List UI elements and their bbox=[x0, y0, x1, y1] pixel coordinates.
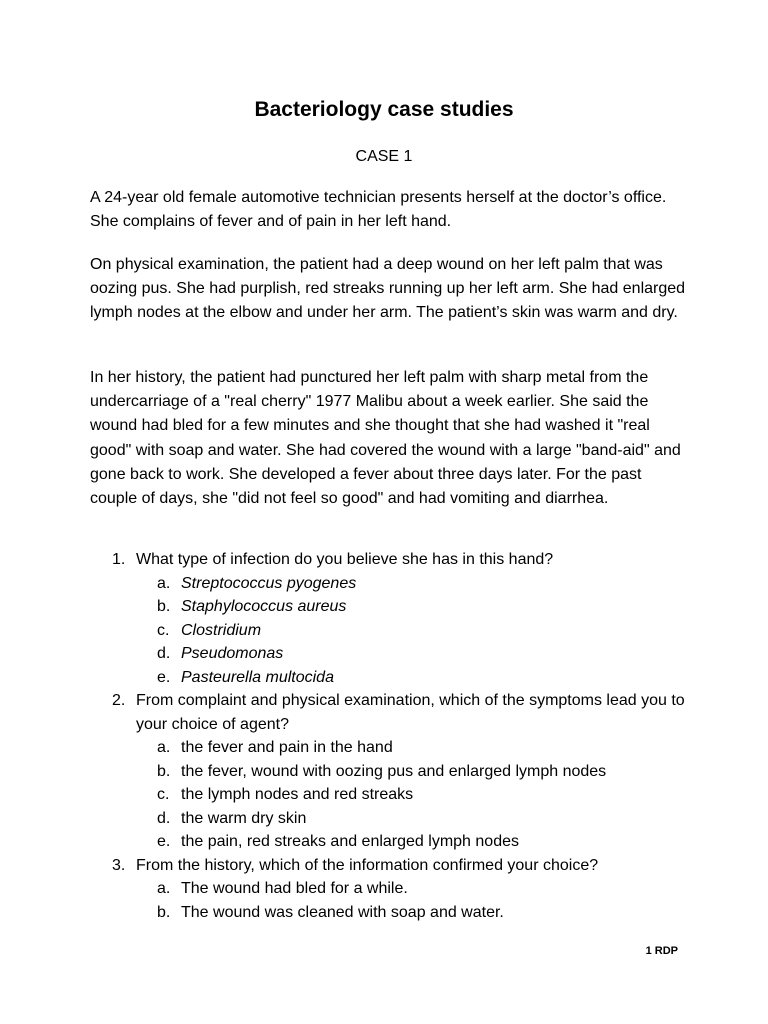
document-title: Bacteriology case studies bbox=[254, 98, 514, 121]
option-text: Pseudomonas bbox=[181, 645, 284, 662]
option-text: the fever and pain in the hand bbox=[181, 739, 393, 756]
question-number: 2. bbox=[112, 692, 126, 709]
physical-examination-paragraph: On physical examination, the patient had a deep wound on her left palm that was oozing pus. She had purplish, red streaks running up her left arm. She had enlarged lymph nodes at the elbow and under her arm. The patient’s skin was warm and dry. bbox=[90, 256, 686, 322]
option-letter: b. bbox=[157, 762, 171, 780]
question-3 bbox=[90, 854, 690, 925]
option-letter: c. bbox=[157, 786, 170, 803]
answer-option bbox=[136, 619, 690, 643]
answer-option bbox=[136, 830, 690, 854]
answer-option bbox=[136, 666, 690, 690]
answer-option bbox=[136, 642, 690, 666]
answer-option bbox=[136, 760, 690, 784]
option-letter: a. bbox=[157, 880, 171, 897]
question-2 bbox=[90, 689, 690, 854]
answer-option bbox=[136, 783, 690, 807]
option-text: the warm dry skin bbox=[181, 809, 307, 827]
option-letter: c. bbox=[157, 621, 170, 639]
option-text: The wound had bled for a while. bbox=[181, 880, 408, 897]
option-letter: b. bbox=[157, 903, 171, 921]
page-footer: 1 RDP bbox=[645, 945, 678, 957]
answer-option bbox=[136, 877, 690, 901]
question-number: 1. bbox=[112, 551, 126, 568]
question-text: What type of infection do you believe she has in this hand? bbox=[136, 551, 554, 568]
answer-options bbox=[136, 572, 690, 690]
answer-option bbox=[136, 595, 690, 619]
history-paragraph: In her history, the patient had punctured her left palm with sharp metal from the undercarriage of a "real cherry" 1977 Malibu about a week earlier. She said the wound had bled for a few minutes and she thought that she had washed it "real good" with soap and water. She had covered the wound with a large "band-aid" and gone back to work. She developed a fever about three days later. For the past couple of days, she "did not feel so good" and had vomiting and diarrhea. bbox=[90, 369, 681, 508]
answer-option bbox=[136, 736, 690, 760]
answer-option bbox=[136, 572, 690, 596]
question-number: 3. bbox=[112, 856, 126, 874]
option-letter: e. bbox=[157, 833, 171, 850]
option-text: Clostridium bbox=[181, 621, 262, 639]
option-text: the pain, red streaks and enlarged lymph nodes bbox=[181, 833, 519, 850]
option-text: the fever, wound with oozing pus and enlarged lymph nodes bbox=[181, 762, 607, 780]
answer-option bbox=[136, 807, 690, 831]
option-text: Streptococcus pyogenes bbox=[181, 574, 357, 592]
answer-option bbox=[136, 901, 690, 925]
question-text: From complaint and physical examination, which of the symptoms lead you to your choice of agent? bbox=[136, 692, 685, 733]
question-list bbox=[90, 548, 690, 924]
option-text: The wound was cleaned with soap and water. bbox=[181, 903, 504, 921]
option-letter: d. bbox=[157, 645, 171, 662]
option-letter: a. bbox=[157, 739, 171, 756]
answer-options bbox=[136, 736, 690, 854]
question-text: From the history, which of the information confirmed your choice? bbox=[136, 856, 599, 874]
question-1 bbox=[90, 548, 690, 689]
option-text: Pasteurella multocida bbox=[181, 668, 334, 686]
option-letter: a. bbox=[157, 574, 171, 592]
case-label: CASE 1 bbox=[355, 148, 413, 165]
option-text: the lymph nodes and red streaks bbox=[181, 786, 414, 803]
option-letter: e. bbox=[157, 668, 171, 686]
option-text: Staphylococcus aureus bbox=[181, 598, 347, 615]
case-presentation-paragraph: A 24-year old female automotive technician presents herself at the doctor’s office. She complains of fever and of pain in her left hand. bbox=[90, 189, 667, 231]
option-letter: d. bbox=[157, 809, 171, 827]
option-letter: b. bbox=[157, 598, 171, 615]
answer-options bbox=[136, 877, 690, 924]
